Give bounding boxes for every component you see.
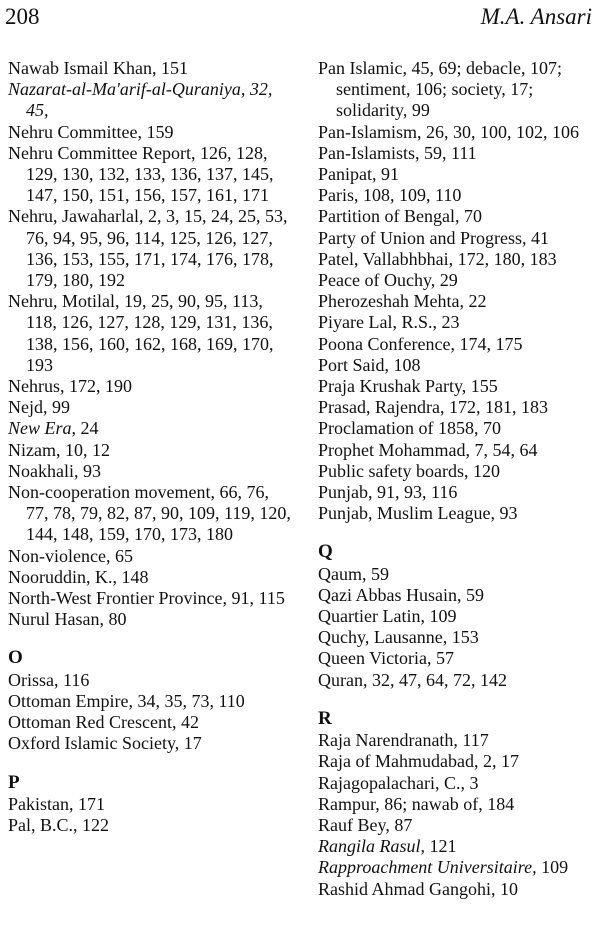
index-entry: Peace of Ouchy, 29 xyxy=(318,270,458,291)
index-entry: Orissa, 116 xyxy=(8,669,90,690)
index-entry: Nawab Ismail Khan, 151 xyxy=(8,58,188,78)
index-entry: Rampur, 86; nawab of, 184 xyxy=(318,793,515,814)
index-entry: Oxford Islamic Society, 17 xyxy=(8,733,202,754)
index-entry: Quartier Latin, 109 xyxy=(318,606,457,627)
index-entry: Nazarat-al-Ma'arif-al-Quraniya, 32, 45, xyxy=(8,79,273,121)
index-entry: Partition of Bengal, 70 xyxy=(318,206,482,227)
index-entry: Rauf Bey, 87 xyxy=(318,814,413,835)
index-entry: Ottoman Empire, 34, 35, 73, 110 xyxy=(8,690,245,711)
index-entry: Qaum, 59 xyxy=(318,563,389,584)
index-entry: Pan Islamic, 45, 69; debacle, 107; sentiment, 106; society, 17; solidarity, 99 xyxy=(318,58,562,121)
index-entry: Pan-Islamism, 26, 30, 100, 102, 106 xyxy=(318,121,579,142)
index-entry: Pan-Islamists, 59, 111 xyxy=(318,142,477,163)
index-entry: Nehru, Motilal, 19, 25, 90, 95, 113, 118, 126, 127, 128, 129, 131, 136, 138, 156, 160, 162, 168, 169, 170, 193 xyxy=(8,291,274,375)
index-entry: Rashid Ahmad Gangohi, 10 xyxy=(318,878,518,899)
page-number: 208 xyxy=(5,4,40,29)
index-entry: Prophet Mohammad, 7, 54, 64 xyxy=(318,439,538,460)
index-entry: Poona Conference, 174, 175 xyxy=(318,333,523,354)
index-entry: Party of Union and Progress, 41 xyxy=(318,227,549,248)
index-entry: Raja Narendranath, 117 xyxy=(318,730,489,751)
index-entry: Panipat, 91 xyxy=(318,164,399,185)
index-entry: New Era, 24 xyxy=(8,418,99,439)
page-header xyxy=(0,4,600,34)
index-entry: Quchy, Lausanne, 153 xyxy=(318,627,479,648)
index-entry: Noakhali, 93 xyxy=(8,460,101,481)
index-entry: Raja of Mahmudabad, 2, 17 xyxy=(318,751,519,772)
index-entry: Non-cooperation movement, 66, 76, 77, 78, 79, 82, 87, 90, 109, 119, 120, 144, 148, 159, 170, 173, 180 xyxy=(8,482,291,545)
index-entry: Nurul Hasan, 80 xyxy=(8,609,127,630)
index-entry: Qazi Abbas Husain, 59 xyxy=(318,584,484,605)
index-entry: Nehrus, 172, 190 xyxy=(8,376,132,397)
index-entry: Ottoman Red Crescent, 42 xyxy=(8,712,199,733)
index-entry: Praja Krushak Party, 155 xyxy=(318,376,498,397)
index-entry: Nehru, Jawaharlal, 2, 3, 15, 24, 25, 53, 76, 94, 95, 96, 114, 125, 126, 127, 136, 153, 155, 171, 174, 176, 178, 179, 180, 192 xyxy=(8,206,288,291)
index-entry: Rajagopalachari, C., 3 xyxy=(318,772,479,793)
index-entry: Proclamation of 1858, 70 xyxy=(318,418,501,439)
index-entry: Quran, 32, 47, 64, 72, 142 xyxy=(318,669,507,690)
index-entry: Pal, B.C., 122 xyxy=(8,814,110,835)
index-entry: North-West Frontier Province, 91, 115 xyxy=(8,588,285,609)
index-entry: Pakistan, 171 xyxy=(8,793,105,814)
index-entry: Rangila Rasul, 121 xyxy=(318,836,457,857)
index-column-right xyxy=(318,58,598,900)
index-entry: Prasad, Rajendra, 172, 181, 183 xyxy=(318,397,548,418)
index-column-left xyxy=(8,58,293,836)
index-entry: Queen Victoria, 57 xyxy=(318,648,455,669)
section-letter: R xyxy=(318,707,332,729)
index-entry: Piyare Lal, R.S., 23 xyxy=(318,312,460,333)
index-entry: Paris, 108, 109, 110 xyxy=(318,185,462,206)
index-entry: Public safety boards, 120 xyxy=(318,460,500,481)
index-entry: Rapproachment Universitaire, 109 xyxy=(318,857,569,878)
index-entry: Punjab, Muslim League, 93 xyxy=(318,503,518,524)
index-entry: Nizam, 10, 12 xyxy=(8,439,110,460)
index-entry: Punjab, 91, 93, 116 xyxy=(318,482,458,503)
index-entry: Nehru Committee Report, 126, 128, 129, 130, 132, 133, 136, 137, 145, 147, 150, 151, 156, 157, 161, 171 xyxy=(8,142,274,206)
index-entry: Nejd, 99 xyxy=(8,397,70,418)
index-entry: Non-violence, 65 xyxy=(8,545,133,566)
running-head: M.A. Ansari xyxy=(480,4,592,29)
section-letter: Q xyxy=(318,541,333,563)
section-letter: P xyxy=(8,771,20,793)
index-entry: Nooruddin, K., 148 xyxy=(8,566,149,587)
index-entry: Nehru Committee, 159 xyxy=(8,121,174,142)
index-entry: Patel, Vallabhbhai, 172, 180, 183 xyxy=(318,248,557,269)
index-entry: Port Said, 108 xyxy=(318,354,421,375)
index-entry: Pherozeshah Mehta, 22 xyxy=(318,291,487,312)
section-letter: O xyxy=(8,647,23,669)
